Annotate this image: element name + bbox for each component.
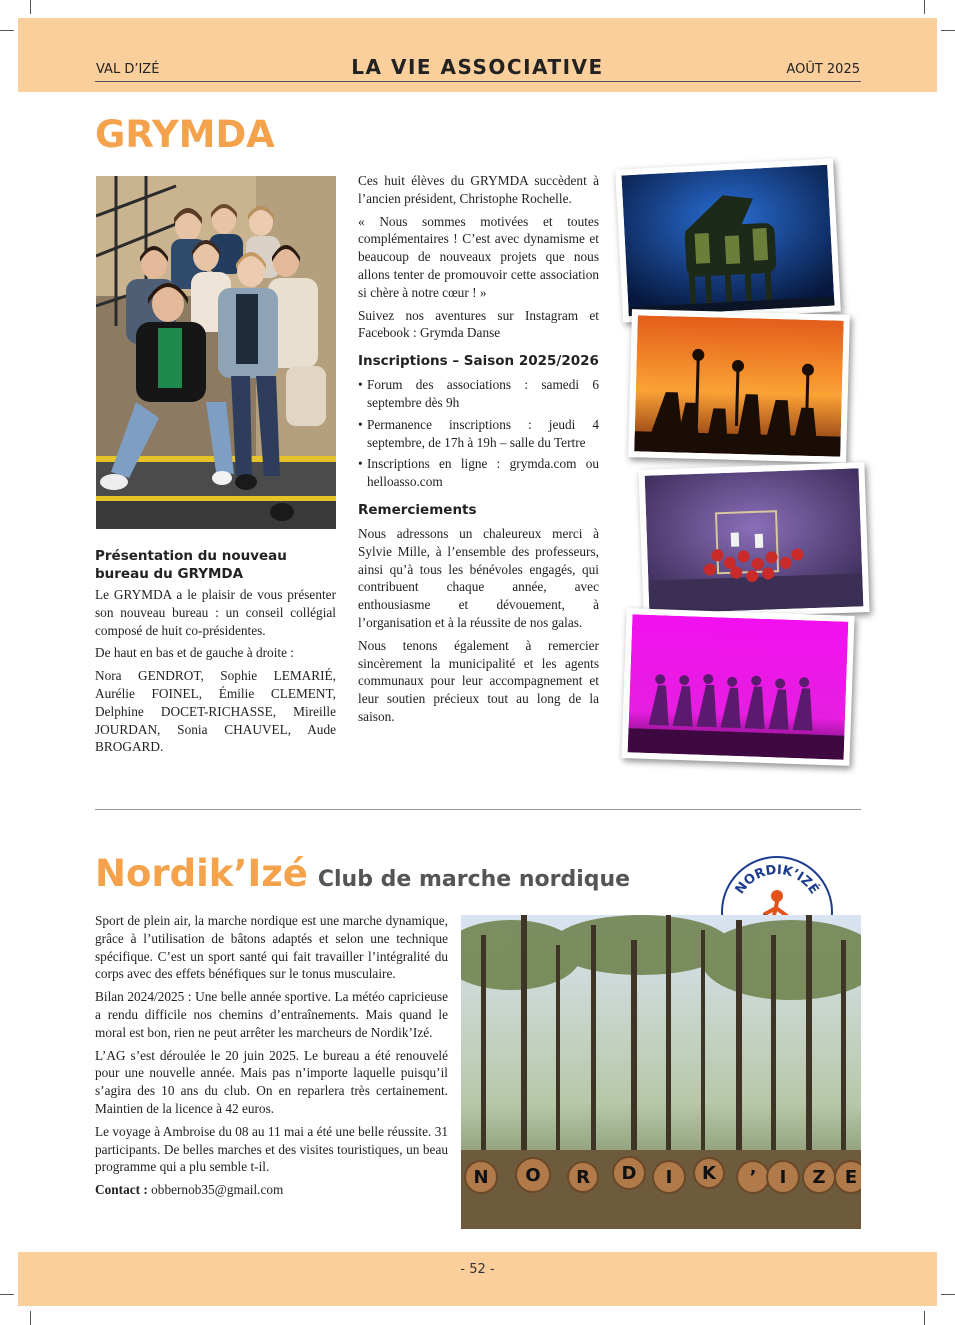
grymda-title: GRYMDA bbox=[95, 113, 275, 156]
nordik-title: Nordik’Izé bbox=[95, 852, 308, 895]
list-item: • Forum des associations : samedi 6 septembre dès 9h bbox=[358, 376, 599, 412]
list-item: • Permanence inscriptions : jeudi 4 septembre, de 17h à 19h – salle du Tertre bbox=[358, 416, 599, 452]
header-rule bbox=[95, 81, 861, 82]
contact-email[interactable]: obbernob35@gmail.com bbox=[151, 1182, 284, 1198]
nordik-paragraph-intro: Sport de plein air, la marche nordique est une marche dynamique, grâce à l’utilisation de bâtons adaptés et selon une technique spécifique. C’est un sport santé qui fait travailler l’intégralité du corps avec des effets bénéfiques sur le tonus musculaire. bbox=[95, 913, 448, 982]
nordik-paragraph-ag: L’AG s’est déroulée le 20 juin 2025. Le bureau a été renouvelé pour une nouvelle année. Mais pas n’importe laquelle puisqu’il s’agira des 10 ans du club. On en reparlera très certainement. Maintien de la licence à 42 euros. bbox=[95, 1047, 448, 1116]
photo-letter: N bbox=[473, 1167, 489, 1188]
crop-mark bbox=[924, 0, 925, 14]
nordik-subtitle: Club de marche nordique bbox=[317, 867, 631, 892]
quote-paragraph: « Nous sommes motivées et toutes complémentaires ! C’est avec dynamisme et beaucoup de nouveaux projets que nous allons tenter de promouvoir cette association si chère à notre cœur ! » bbox=[358, 213, 599, 300]
dance-photo-acrobatic bbox=[615, 158, 841, 322]
header-date: AOÛT 2025 bbox=[786, 62, 860, 77]
section-divider bbox=[95, 809, 861, 810]
nordik-heading bbox=[95, 852, 630, 895]
grymda-middle-column bbox=[358, 172, 599, 731]
remerciements-heading: Remerciements bbox=[358, 501, 477, 518]
dance-photo-stage bbox=[638, 462, 869, 620]
logo-top-text: NORDIK’IZÉ bbox=[732, 862, 822, 898]
photo-letter: ’ bbox=[749, 1167, 757, 1188]
crop-mark bbox=[30, 1311, 31, 1325]
photo-letter: R bbox=[576, 1167, 590, 1188]
succession-paragraph: Ces huit élèves du GRYMDA succèdent à l’ancien président, Christophe Rochelle. bbox=[358, 173, 599, 206]
header-town: VAL D’IZÉ bbox=[96, 62, 160, 77]
list-item: • Inscriptions en ligne : grymda.com ou helloasso.com bbox=[358, 455, 599, 491]
photo-letter: I bbox=[665, 1167, 673, 1188]
photo-letter: Z bbox=[812, 1167, 826, 1188]
dance-photo-pink bbox=[621, 608, 854, 766]
photo-letter: I bbox=[779, 1167, 787, 1188]
social-paragraph: Suivez nos aventures sur Instagram et Facebook : Grymda Danse bbox=[358, 307, 599, 341]
nordik-column bbox=[95, 912, 448, 1204]
photo-letter: O bbox=[525, 1165, 541, 1186]
footer-band bbox=[18, 1252, 937, 1306]
grymda-bureau-photo bbox=[96, 176, 336, 529]
crop-mark bbox=[0, 30, 14, 31]
bureau-intro: Le GRYMDA a le plaisir de vous présenter son nouveau bureau : un conseil collégial composé de huit co-présidentes. bbox=[95, 587, 336, 638]
bureau-names: Nora GENDROT, Sophie LEMARIÉ, Aurélie FOINEL, Émilie CLEMENT, Delphine DOCET-RICHASSE, Mireille JOURDAN, Sonia CHAUVEL, Aude BROGARD. bbox=[95, 668, 336, 755]
photo-letter: E bbox=[844, 1167, 858, 1188]
remerciements-paragraph-2: Nous tenons également à remercier sincèrement la municipalité et les agents communaux pour leur accompagnement et leur soutien précieux tout au long de la saison. bbox=[358, 637, 599, 724]
photo-letter: K bbox=[702, 1163, 716, 1184]
crop-mark bbox=[924, 1311, 925, 1325]
nordik-paragraph-bilan: Bilan 2024/2025 : Une belle année sportive. La météo capricieuse a rendu difficile nos chemins d’entraînements. Mais quand le moral est bon, rien ne peut arrêter les marcheurs de Nordik’Izé. bbox=[95, 989, 448, 1040]
nordik-paragraph-voyage: Le voyage à Ambroise du 08 au 11 mai a été une belle réussite. 31 participants. De belles marches et des visites touristiques, un beau programme qui a plu semble t-il. bbox=[95, 1123, 448, 1175]
inscriptions-list bbox=[358, 376, 599, 491]
crop-mark bbox=[0, 1294, 14, 1295]
crop-mark bbox=[30, 0, 31, 14]
crop-mark bbox=[941, 1294, 955, 1295]
crop-mark bbox=[941, 30, 955, 31]
grymda-bureau-column bbox=[95, 547, 336, 756]
bureau-heading: Présentation du nouveau bureau du GRYMDA bbox=[95, 548, 287, 582]
nordik-forest-photo bbox=[461, 915, 861, 1229]
page-number: - 52 - bbox=[460, 1262, 495, 1277]
dance-photo-sunset bbox=[628, 309, 850, 463]
inscriptions-heading: Inscriptions – Saison 2025/2026 bbox=[358, 353, 599, 370]
header-section-title: LA VIE ASSOCIATIVE bbox=[351, 55, 604, 79]
nordik-contact bbox=[95, 1181, 448, 1199]
contact-label: Contact : bbox=[95, 1182, 148, 1198]
bureau-order-note: De haut en bas et de gauche à droite : bbox=[95, 645, 294, 661]
photo-letter: D bbox=[621, 1163, 637, 1184]
remerciements-paragraph-1: Nous adressons un chaleureux merci à Sylvie Mille, à l’ensemble des professeurs, ainsi qu’à tous les bénévoles engagés, qui contribuent chaque année, avec enthousiasme et dévouement, à l’organisation et à la réussite de nos galas. bbox=[358, 525, 599, 630]
